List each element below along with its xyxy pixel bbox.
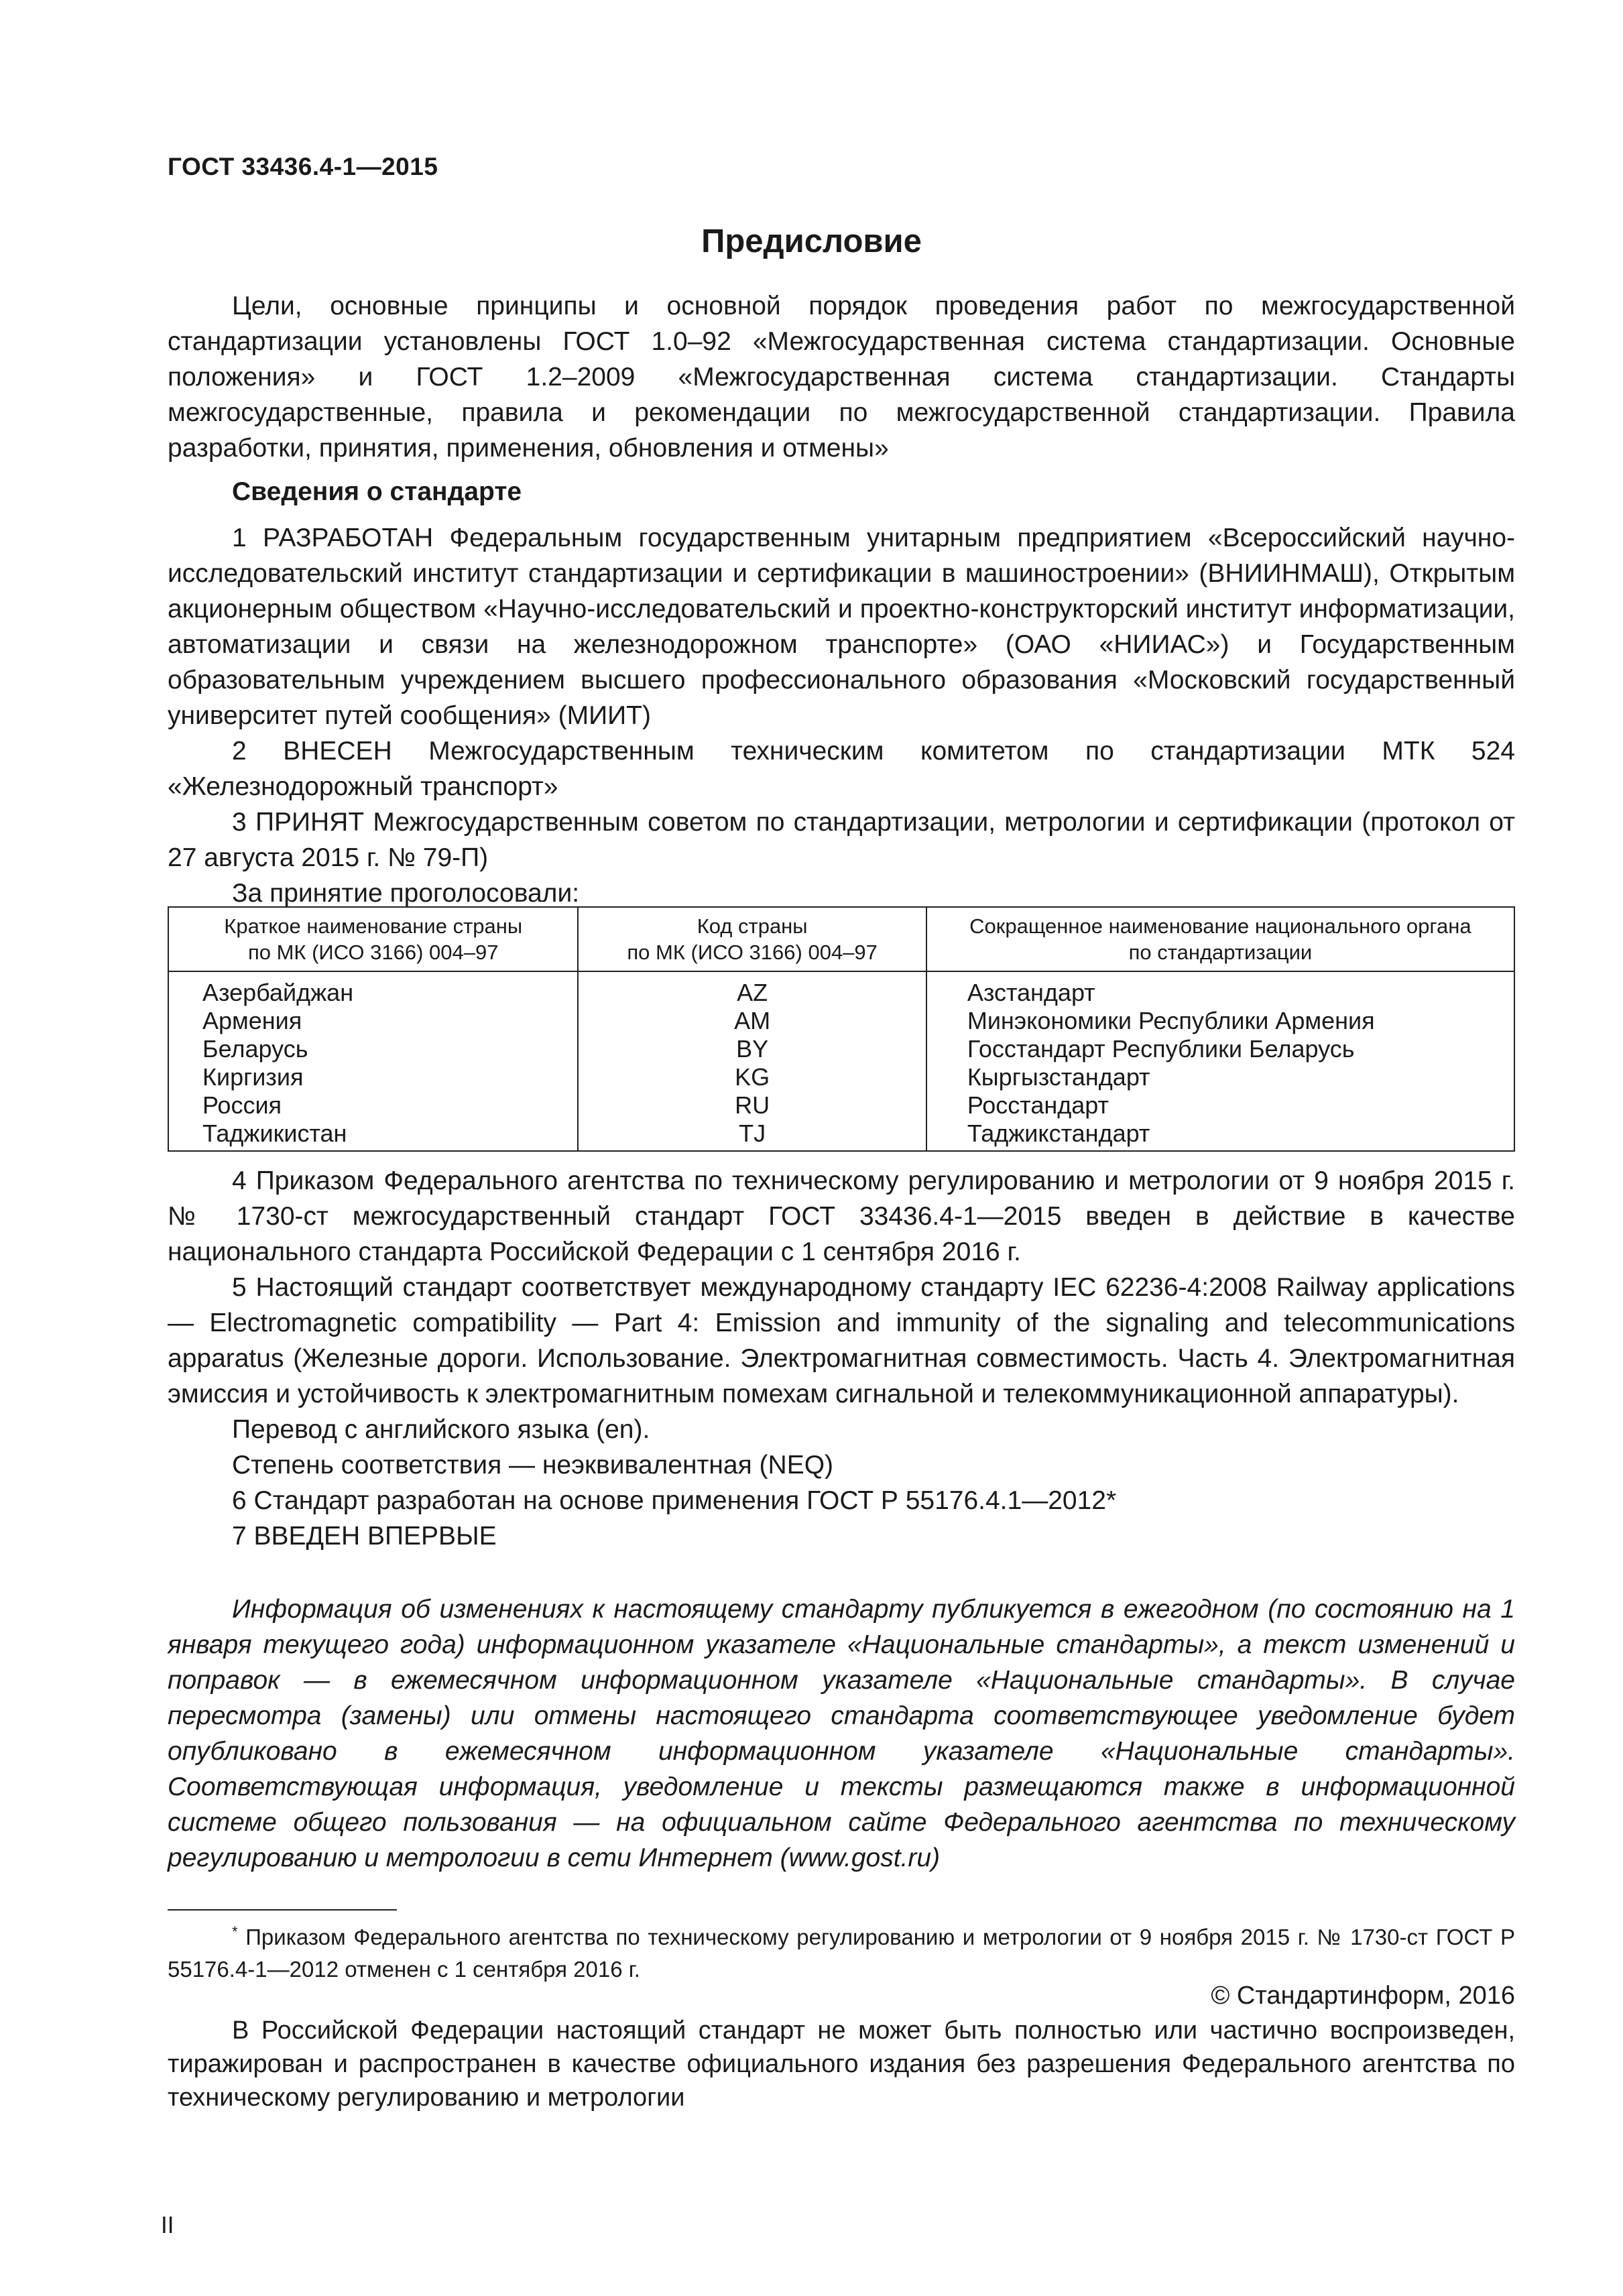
voted-label: За принятие проголосовали: [232, 879, 580, 908]
rights-notice-block [168, 2014, 1515, 2114]
info-item-3: 3 ПРИНЯТ Межгосударственным советом по стандартизации, метрологии и сертификации (протокол от 27 августа 2015 г. № 79-П) [168, 808, 1515, 872]
national-body: Азстандарт [926, 971, 1514, 1007]
table-row [168, 1091, 1514, 1120]
country-code: TJ [578, 1120, 926, 1151]
header-country-code: Код страны по МК (ИСО 3166) 004–97 [578, 907, 926, 971]
standard-info-items-continued [168, 1163, 1515, 1554]
country-code: RU [578, 1091, 926, 1120]
country-code: AZ [578, 971, 926, 1007]
country-code: AM [578, 1007, 926, 1035]
footnote-marker: * [232, 1923, 238, 1940]
header-national-body: Сокращенное наименование национального органа по стандартизации [926, 907, 1514, 971]
page-number: II [161, 2212, 174, 2238]
national-body: Росстандарт [926, 1091, 1514, 1120]
footnote-separator [168, 1909, 397, 1911]
info-item-1: 1 РАЗРАБОТАН Федеральным государственным унитарным предприятием «Всероссийский научно-исследовательский институт стандартизации и сертификации в машиностроении» (ВНИИНМАШ), Открытым акционерным обществом «Научно-исследовательский и проектно-конструкторский институт информатизации, автоматизации и связи на железнодорожном транспорте» (ОАО «НИИАС») и Государственным образовательным учреждением высшего профессионального образования «Московский государственный университет путей сообщения» (МИИТ) [168, 524, 1515, 730]
national-body: Кыргызстандарт [926, 1063, 1514, 1091]
vote-table [168, 906, 1515, 1152]
vote-table-header-row [168, 907, 1514, 971]
country-name: Россия [168, 1091, 578, 1120]
changes-notice: Информация об изменениях к настоящему стандарту публикуется в ежегодном (по состоянию на 1 января текущего года) информационном указателе «Национальные стандарты», а текст изменений и поправок — в ежемесячном информационном указателе «Национальные стандарты». В случае пересмотра (замены) или отмены настоящего стандарта соответствующее уведомление будет опубликовано в ежемесячном информационном указателе «Национальные стандарты». Соответствующая информация, уведомление и тексты размещаются также в информационной системе общего пользования — на официальном сайте Федерального агентства по техническому регулированию и метрологии в сети Интернет (www.gost.ru) [168, 1595, 1515, 1872]
info-item-7: 7 ВВЕДЕН ВПЕРВЫЕ [232, 1522, 497, 1551]
country-code: BY [578, 1035, 926, 1063]
table-row [168, 971, 1514, 1007]
rights-notice: В Российской Федерации настоящий стандарт не может быть полностью или частично воспроизведен, тиражирован и распространен в качестве официального издания без разрешения Федерального агентства по техническому регулированию и метрологии [168, 2016, 1515, 2112]
country-name: Азербайджан [168, 971, 578, 1007]
changes-notice-block [168, 1591, 1515, 1876]
table-row [168, 1007, 1514, 1035]
footnote-text: Приказом Федерального агентства по техническому регулированию и метрологии от 9 ноября 2015 г. № 1730-ст ГОСТ Р 55176.4-1—2012 отменен с 1 сентября 2016 г. [168, 1925, 1515, 1982]
preface-intro: Цели, основные принципы и основной порядок проведения работ по межгосударственной стандартизации установлены ГОСТ 1.0–92 «Межгосударственная система стандартизации. Основные положения» и ГОСТ 1.2–2009 «Межгосударственная система стандартизации. Стандарты межгосударственные, правила и рекомендации по межгосударственной стандартизации. Правила разработки, принятия, применения, обновления и отмены» [168, 292, 1515, 463]
national-body: Госстандарт Республики Беларусь [926, 1035, 1514, 1063]
translation-note: Перевод с английского языка (en). [232, 1415, 650, 1444]
national-body: Таджикстандарт [926, 1120, 1514, 1151]
standard-info-heading: Сведения о стандарте [232, 477, 522, 506]
country-name: Беларусь [168, 1035, 578, 1063]
document-code: ГОСТ 33436.4-1—2015 [168, 153, 438, 180]
national-body: Минэкономики Республики Армения [926, 1007, 1514, 1035]
info-item-6: 6 Стандарт разработан на основе применения ГОСТ Р 55176.4.1—2012* [232, 1486, 1117, 1515]
country-name: Киргизия [168, 1063, 578, 1091]
info-item-4: 4 Приказом Федерального агентства по техническому регулированию и метрологии от 9 ноября 2015 г. № 1730-ст межгосударственный стандарт ГОСТ 33436.4-1—2015 введен в действие в качестве национального стандарта Российской Федерации с 1 сентября 2016 г. [168, 1166, 1515, 1266]
info-item-2: 2 ВНЕСЕН Межгосударственным техническим комитетом по стандартизации МТК 524 «Железнодорожный транспорт» [168, 737, 1515, 801]
header-country-name: Краткое наименование страны по МК (ИСО 3166) 004–97 [168, 907, 578, 971]
country-code: KG [578, 1063, 926, 1091]
table-row [168, 1035, 1514, 1063]
table-row [168, 1063, 1514, 1091]
copyright: © Стандартинформ, 2016 [1211, 1982, 1515, 2010]
conformity-degree: Степень соответствия — неэквивалентная (NEQ) [232, 1451, 834, 1479]
preface-intro-block [168, 288, 1515, 466]
table-row [168, 1120, 1514, 1151]
standard-info-items [168, 520, 1515, 911]
country-name: Таджикистан [168, 1120, 578, 1151]
country-name: Армения [168, 1007, 578, 1035]
info-item-5: 5 Настоящий стандарт соответствует международному стандарту IEC 62236-4:2008 Railway applications — Electromagnetic compatibility — Part 4: Emission and immunity of the signaling and telecommunications apparatus (Железные дороги. Использование. Электромагнитная совместимость. Часть 4. Электромагнитная эмиссия и устойчивость к электромагнитным помехам сигнальной и телекоммуникационной аппаратуры). [168, 1273, 1515, 1408]
preface-title: Предисловие [701, 223, 922, 259]
footnote [168, 1916, 1515, 1986]
